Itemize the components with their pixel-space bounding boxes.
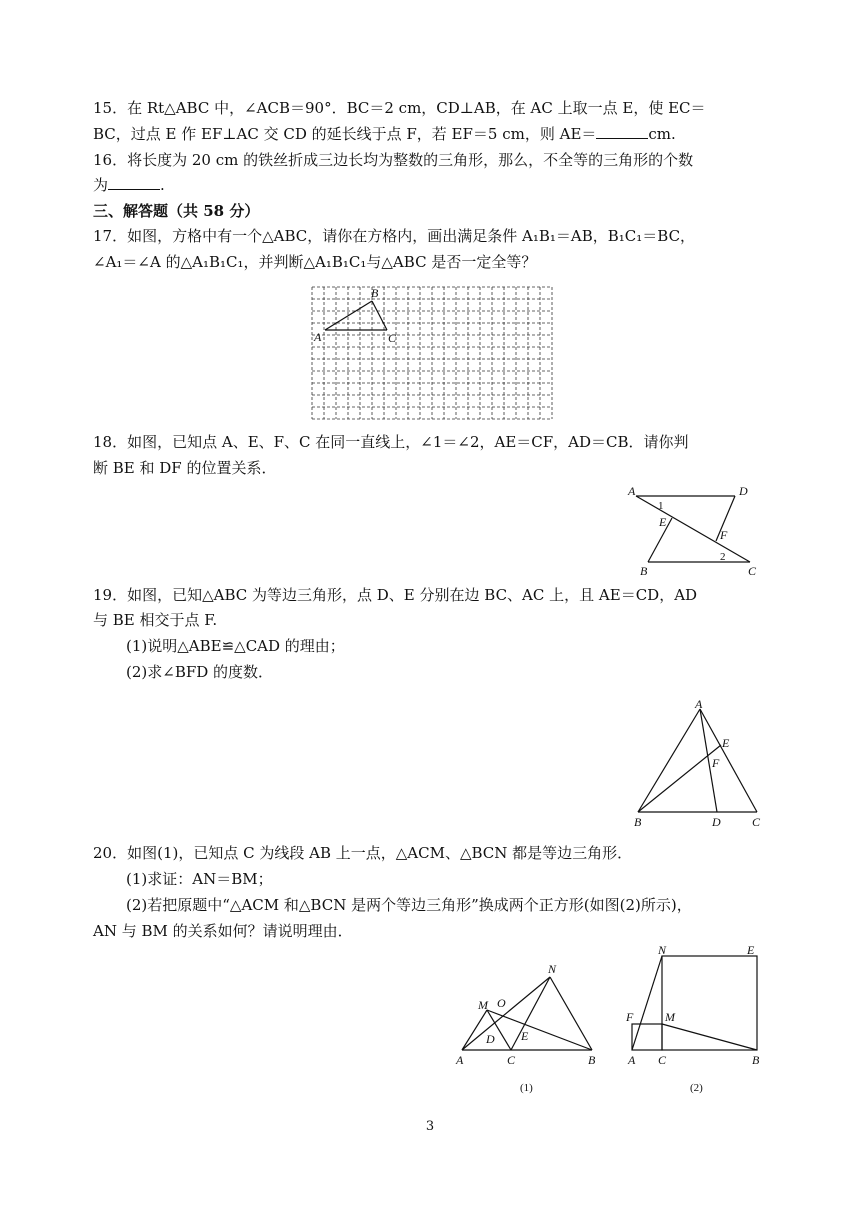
q18-label-c: C	[748, 564, 757, 578]
q18-label-d: D	[739, 484, 748, 498]
q19-line2: 与 BE 相交于点 F.	[93, 611, 218, 629]
q18-lines	[636, 496, 750, 562]
q20-fig2-label-e: E	[747, 943, 755, 957]
q20-fig1-label-c: C	[507, 1053, 516, 1067]
q20-fig1-caption: (1)	[520, 1082, 533, 1094]
q19-label-b: B	[634, 815, 642, 829]
page-number: 3	[425, 1119, 435, 1134]
q19-label-a: A	[695, 697, 703, 711]
q20-fig2-caption: (2)	[690, 1082, 703, 1094]
label-b: B	[371, 286, 379, 300]
q20-fig2-lines	[632, 956, 757, 1050]
q18-angle-1: 1	[658, 500, 664, 512]
q19-line1: 19．如图，已知△ABC 为等边三角形，点 D、E 分别在边 BC、AC 上，且 AE＝CD，AD	[93, 586, 698, 604]
q20-fig1-label-m: M	[478, 998, 488, 1012]
q19-label-d: D	[712, 815, 721, 829]
section-header: 三、解答题（共 58 分）	[93, 202, 260, 220]
q19-sub1: (1)说明△ABE≌△CAD 的理由；	[126, 637, 345, 655]
q19-label-c: C	[752, 815, 761, 829]
q18-line2: 断 BE 和 DF 的位置关系．	[93, 459, 277, 477]
q15-line2	[93, 124, 676, 144]
q20-fig1-label-n: N	[548, 962, 557, 976]
label-c: C	[388, 331, 397, 345]
q16-answer-blank[interactable]	[108, 175, 160, 190]
q20-fig1-label-e: E	[521, 1029, 529, 1043]
q19-label-f: F	[712, 756, 720, 770]
q20-fig2-label-a: A	[628, 1053, 636, 1067]
q16-line2-text: 为	[93, 176, 109, 194]
q17-grid-figure	[308, 283, 554, 423]
triangle-abc	[325, 301, 387, 330]
q20-fig2-label-m: M	[665, 1010, 675, 1024]
q18-label-a: A	[628, 484, 636, 498]
q20-fig1-label-d: D	[486, 1032, 495, 1046]
q20-fig1-label-o: O	[497, 996, 506, 1010]
q16-period: .	[160, 176, 165, 194]
q17-line1: 17．如图，方格中有一个△ABC，请你在方格内，画出满足条件 A₁B₁＝AB，B₁C₁＝BC，	[93, 227, 696, 245]
q16-line2	[93, 175, 165, 195]
q18-figure	[622, 482, 772, 578]
q20-fig2-label-f: F	[626, 1010, 634, 1024]
q15-line1: 15．在 Rt△ABC 中，∠ACB＝90°．BC＝2 cm，CD⊥AB，在 AC 上取一点 E，使 EC＝	[93, 99, 706, 117]
q15-unit: cm.	[648, 125, 676, 143]
q20-fig2-label-c: C	[658, 1053, 667, 1067]
q18-label-e: E	[659, 515, 667, 529]
q17-line2: ∠A₁＝∠A 的△A₁B₁C₁，并判断△A₁B₁C₁与△ABC 是否一定全等？	[93, 253, 537, 271]
q20-line3: AN 与 BM 的关系如何？请说明理由．	[93, 922, 353, 940]
q20-line1: 20．如图(1)，已知点 C 为线段 AB 上一点，△ACM、△BCN 都是等边三角形．	[93, 844, 633, 862]
q18-label-b: B	[640, 564, 648, 578]
q18-line1: 18．如图，已知点 A、E、F、C 在同一直线上，∠1＝∠2，AE＝CF，AD＝CB．请你判	[93, 433, 689, 451]
q20-fig1-label-a: A	[456, 1053, 464, 1067]
q19-lines	[638, 709, 757, 812]
q20-fig1-label-b: B	[588, 1053, 596, 1067]
q15-line2-text: BC，过点 E 作 EF⊥AC 交 CD 的延长线于点 F，若 EF＝5 cm，则 AE＝	[93, 125, 597, 143]
q20-fig2-label-b: B	[752, 1053, 760, 1067]
q19-label-e: E	[722, 736, 730, 750]
q20-figure-2	[620, 940, 770, 1095]
label-a: A	[314, 330, 322, 344]
q20-figure-1	[450, 955, 610, 1095]
q16-line1: 16．将长度为 20 cm 的铁丝折成三边长均为整数的三角形，那么，不全等的三角形的个数	[93, 151, 694, 169]
q18-label-f: F	[720, 528, 728, 542]
q20-fig2-label-n: N	[658, 943, 667, 957]
q20-sub2: (2)若把原题中“△ACM 和△BCN 是两个等边三角形”换成两个正方形(如图(2)所示)，	[126, 896, 692, 914]
q19-figure	[628, 695, 778, 831]
q18-angle-2: 2	[720, 551, 726, 563]
q19-sub2: (2)求∠BFD 的度数．	[126, 663, 274, 681]
q20-sub1: (1)求证：AN＝BM；	[126, 870, 273, 888]
q15-answer-blank[interactable]	[596, 124, 648, 139]
grid-lines	[312, 287, 552, 419]
